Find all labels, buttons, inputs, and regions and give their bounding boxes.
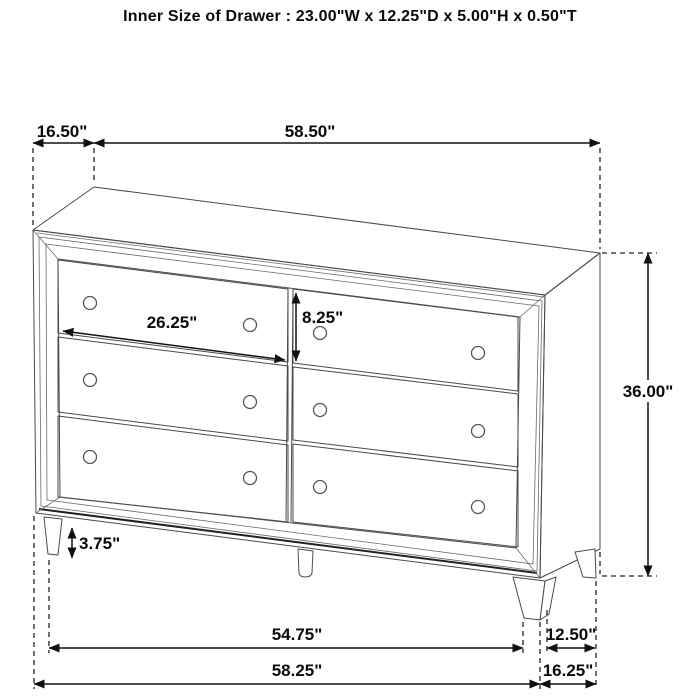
dim-label-top-depth: 16.50" xyxy=(36,122,88,141)
middle-leg xyxy=(298,549,313,577)
dim-label-rear-leg-depth: 12.50" xyxy=(545,625,597,644)
front-left-leg xyxy=(44,517,62,555)
dim-label-drawer-height: 8.25" xyxy=(302,308,344,327)
dim-label-top-width: 58.50" xyxy=(284,122,336,141)
dim-label-leg-height: 3.75" xyxy=(79,534,121,553)
drawer-knob xyxy=(244,396,257,409)
dresser-drawing xyxy=(33,187,600,620)
drawer-knob xyxy=(314,404,327,417)
miter-bottom-right xyxy=(516,548,540,578)
drawer-knob xyxy=(472,425,485,438)
side-panel xyxy=(540,253,600,578)
diagram-title: Inner Size of Drawer : 23.00"W x 12.25"D x 5.00"H x 0.50"T xyxy=(123,8,577,25)
drawer-right-bottom xyxy=(293,444,518,547)
front-right-leg xyxy=(513,577,545,620)
drawer-knob xyxy=(472,501,485,514)
drawer-knob xyxy=(84,297,97,310)
dim-label-bottom-width: 58.25" xyxy=(271,661,323,680)
top-front-bevel-line xyxy=(37,233,544,297)
front-frame-outer xyxy=(33,230,545,578)
back-right-leg xyxy=(575,549,596,578)
drawer-knob xyxy=(314,327,327,340)
drawer-knob xyxy=(314,481,327,494)
drawer-right-middle xyxy=(293,367,518,467)
dimension-annotations xyxy=(33,122,679,689)
drawer-left-top xyxy=(58,260,288,362)
dim-label-front-leg-span: 54.75" xyxy=(271,625,323,644)
dim-label-height: 36.00" xyxy=(622,382,674,401)
drawer-knob xyxy=(244,472,257,485)
drawer-knob xyxy=(84,374,97,387)
drawer-knob xyxy=(244,319,257,332)
dim-line-drawer-width xyxy=(63,331,285,360)
drawer-knob xyxy=(84,451,97,464)
drawer-knob xyxy=(472,347,485,360)
drawer-right-top xyxy=(293,289,518,391)
drawer-left-middle xyxy=(58,337,288,441)
dim-label-drawer-width: 26.25" xyxy=(146,313,198,332)
dim-label-bottom-depth: 16.25" xyxy=(542,661,594,680)
